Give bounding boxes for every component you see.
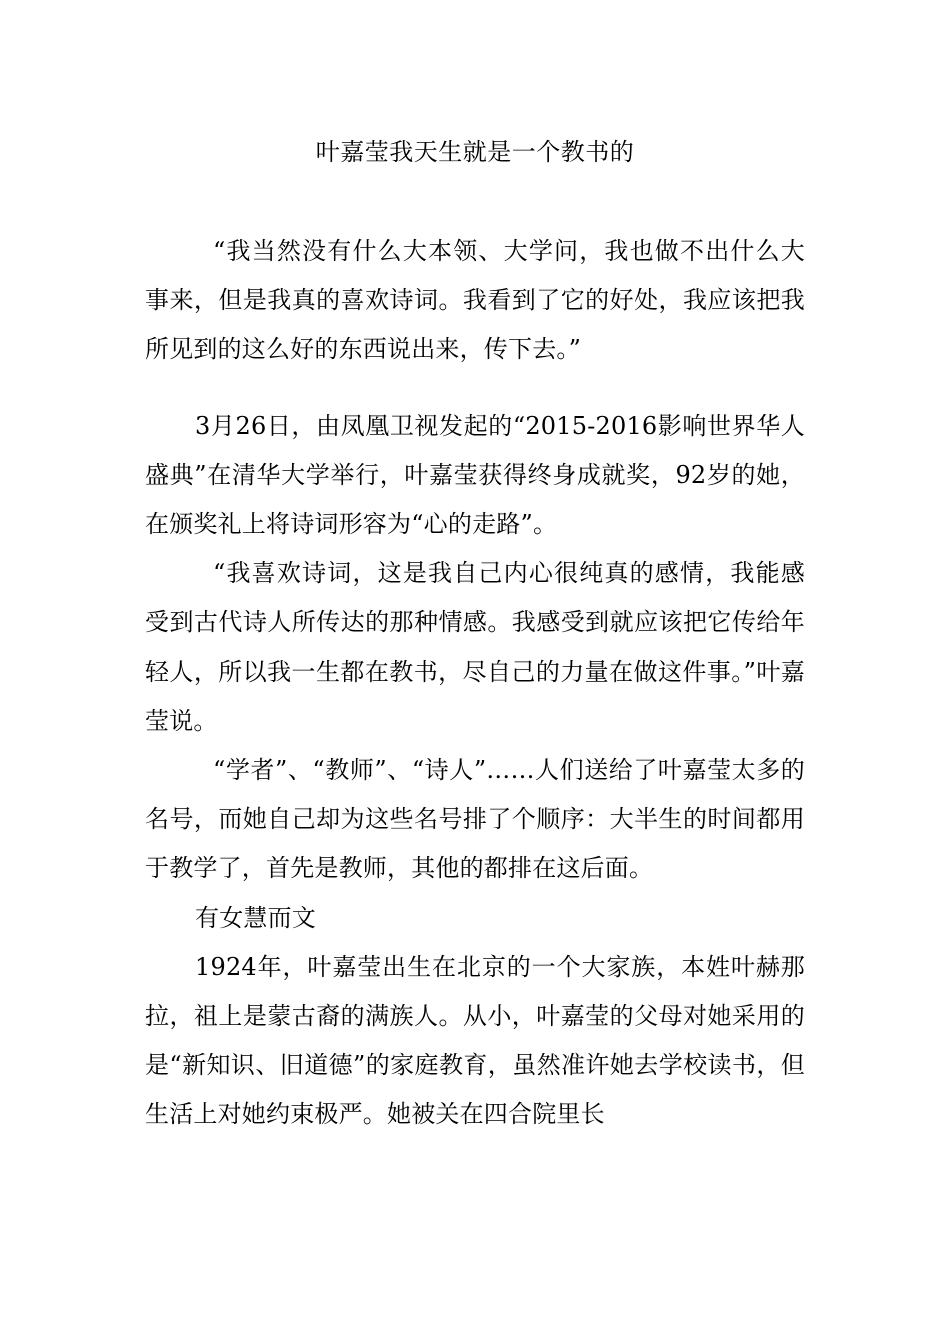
section-heading: 有女慧而文 [195,903,316,932]
paragraph-early-life: 1924年，叶嘉莹出生在北京的一个大家族，本姓叶赫那拉，祖上是蒙古裔的满族人。从小，叶嘉莹的父母对她采用的是“新知识、旧道德”的家庭教育，虽然准许她去学校读书，但生活上对她约束极严。她被关在四合院里长 [145,952,805,1129]
document-title: 叶嘉莹我天生就是一个教书的 [315,138,635,166]
paragraph-love-of-poetry: “我喜欢诗词，这是我自己内心很纯真的感情，我能感受到古代诗人所传达的那种情感。我感受到就应该把它传给年轻人，所以我一生都在教书，尽自己的力量在做这件事。”叶嘉莹说。 [145,559,805,735]
paragraph-opening-quote: “我当然没有什么大本领、大学问，我也做不出什么大事来，但是我真的喜欢诗词。我看到了它的好处，我应该把我所见到的这么好的东西说出来，传下去。” [145,237,805,364]
document-body [145,227,805,1140]
paragraph-titles: “学者”、“教师”、“诗人”……人们送给了叶嘉莹太多的名号，而她自己却为这些名号排了个顺序：大半生的时间都用于教学了，首先是教师，其他的都排在这后面。 [145,756,805,883]
paragraph-award-ceremony: 3月26日，由凤凰卫视发起的“2015-2016影响世界华人盛典”在清华大学举行，叶嘉莹获得终身成就奖，92岁的她，在颁奖礼上将诗词形容为“心的走路”。 [145,411,805,539]
